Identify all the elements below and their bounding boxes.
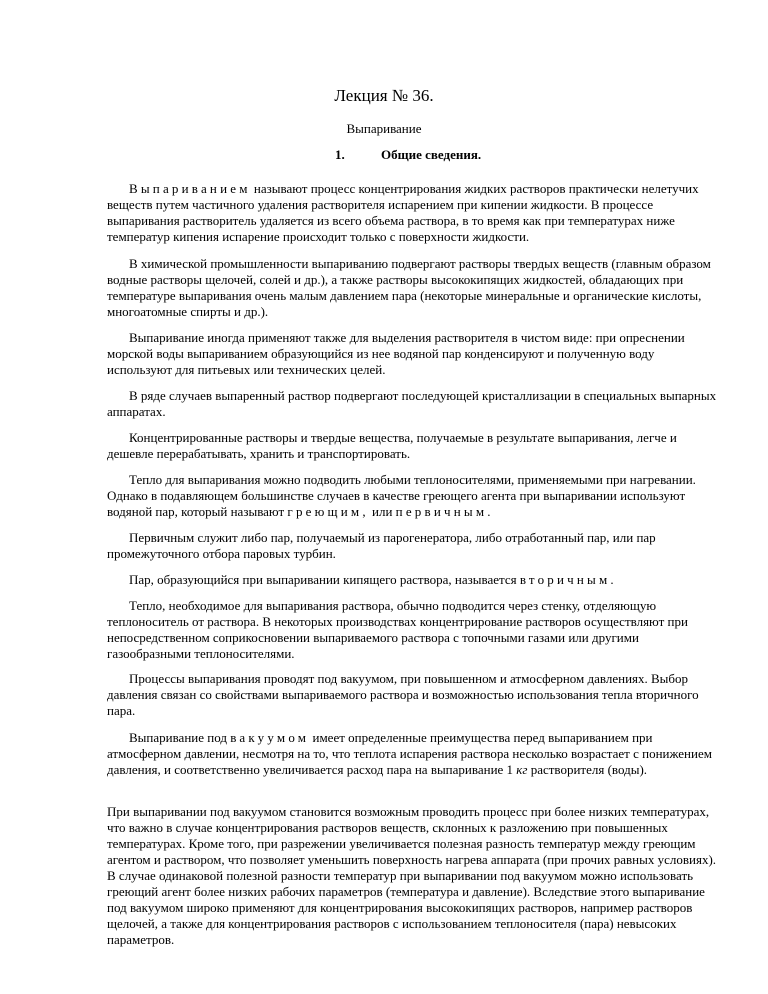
paragraph-12 — [107, 804, 717, 948]
paragraph-5-text: Концентрированные растворы и твердые вещества, получаемые в результате выпаривания, легче и дешевле перерабатывать, хранить и транспортировать. — [107, 430, 677, 461]
paragraph-3 — [107, 330, 717, 378]
paragraph-10 — [107, 671, 717, 719]
paragraph-8 — [107, 572, 717, 588]
paragraph-4-text: В ряде случаев выпаренный раствор подвергают последующей кристаллизации в специальных выпарных аппаратах. — [107, 388, 717, 419]
paragraph-9-text: Тепло, необходимое для выпаривания раствора, обычно подводится через стенку, отделяющую теплоноситель от раствора. В некоторых производствах концентрирование растворов осуществляют при непосредственном соприкосновении выпариваемого раствора с топочными газами или другими газообразными теплоносителями. — [107, 598, 688, 661]
paragraph-10-text: Процессы выпаривания проводят под вакуумом, при повышенном и атмосферном давлениях. Выбор давления связан со свойствами выпариваемого раствора и возможностью использования тепла вторичного пара. — [107, 671, 699, 718]
lecture-subtitle: Выпаривание — [346, 121, 422, 136]
paragraph-12-text: При выпаривании под вакуумом становится возможным проводить процесс при более низких температурах, что важно в случае концентрирования растворов веществ, склонных к разложению при повышенных температурах. Кроме того, при разрежении увеличивается полезная разность температур между греющим агентом и раствором, что позволяет уменьшить поверхность нагрева аппарата (при прочих равных условиях). В случае одинаковой полезной разности температур при выпаривании под вакуумом можно использовать греющий агент более низких рабочих параметров (температура и давление). Вследствие этого выпаривание под вакуумом широко применяют для концентрирования высококипящих растворов, например растворов щелочей, а также для концентрирования растворов с использованием теплоносителя (пара) невысоких параметров. — [107, 804, 717, 947]
term-vtorichnym: вторичным. — [519, 572, 617, 587]
paragraph-11 — [107, 730, 717, 778]
unit-kg: кг — [516, 762, 528, 777]
section-name: Общие сведения. — [381, 147, 482, 162]
paragraph-6-text: Тепло для выпаривания можно подводить любыми теплоносителями, применяемыми при нагревании. Однако в подавляющем большинстве случаев в качестве греющего агента при выпаривании используют водяной пар, который называют — [107, 472, 696, 519]
paragraph-4 — [107, 388, 717, 420]
section-number: 1. — [335, 147, 345, 162]
paragraph-1-text: называют процесс концентрирования жидких растворов практически нелетучих веществ путем частичного удаления растворителя испарением при кипении жидкости. В процессе выпаривания растворитель удаляется из всего объема раствора, в то время как при температурах ниже температур кипения испарение происходит только с поверхности жидкости. — [107, 181, 699, 244]
paragraph-7 — [107, 530, 717, 562]
paragraph-2-text: В химической промышленности выпариванию подвергают растворы твердых веществ (главным образом водные растворы щелочей, солей и др.), а также растворы высококипящих жидкостей, обладающих при температуре выпаривания очень малым давлением пара (некоторые минеральные и органические кислоты, многоатомные спирты и др.). — [107, 256, 711, 319]
paragraph-6 — [107, 472, 717, 520]
paragraph-9 — [107, 598, 717, 662]
paragraph-6-mid: или — [368, 504, 396, 519]
paragraph-8-text: Пар, образующийся при выпаривании кипящего раствора, называется — [129, 572, 520, 587]
term-vakuumom: вакуумом — [230, 730, 310, 745]
paragraph-3-text: Выпаривание иногда применяют также для выделения растворителя в чистом виде: при опреснении морской воды выпариванием образующийся из нее водяной пар конденсируют и полученную воду используют для питьевых или технических целей. — [107, 330, 685, 377]
paragraph-11-pre: Выпаривание под — [129, 730, 231, 745]
paragraph-5 — [107, 430, 717, 462]
paragraph-2 — [107, 256, 717, 320]
term-vyparivanie: Выпариванием — [129, 181, 251, 196]
term-greyushchim: греющим, — [287, 504, 369, 519]
term-pervichnym: первичным. — [395, 504, 494, 519]
paragraph-1 — [107, 181, 717, 245]
paragraph-11-text: имеет определенные преимущества перед выпариванием при атмосферном давлении, несмотря на то, что теплота испарения раствора несколько возрастает с понижением давления, и соответственно увеличивается расход пара на выпаривание 1 — [107, 730, 712, 777]
lecture-title: Лекция № 36. — [334, 86, 434, 105]
paragraph-7-text: Первичным служит либо пар, получаемый из парогенератора, либо отработанный пар, или пар промежуточного отбора паровых турбин. — [107, 530, 656, 561]
paragraph-11-tail: растворителя (воды). — [527, 762, 648, 777]
